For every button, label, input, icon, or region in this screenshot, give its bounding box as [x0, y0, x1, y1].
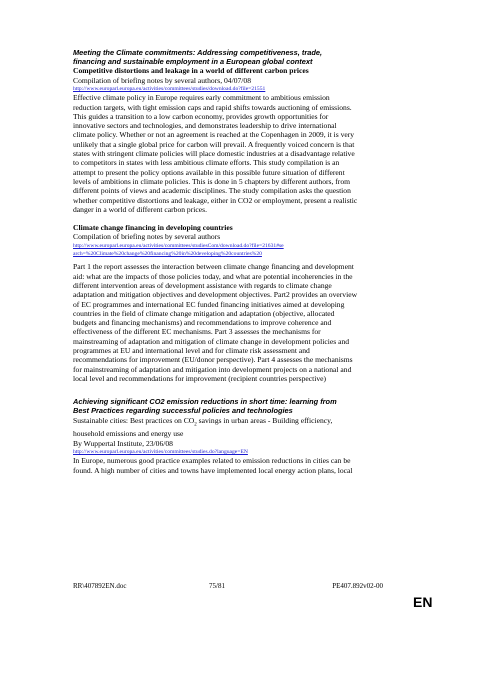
body-line: for mainstreaming of adaptation and mitigation into development projects on a national and	[73, 364, 352, 374]
section-heading	[73, 397, 383, 415]
item-body	[73, 456, 383, 475]
body-line: Effective climate policy in Europe requires early commitment to ambitious emission	[73, 93, 330, 103]
body-line: unlikely that a single global price for carbon will prevail. A frequently voiced concern is that	[73, 139, 355, 149]
footer-page-number: 75/81	[209, 582, 225, 590]
item-byline: Compilation of briefing notes by several authors, 04/07/08	[73, 75, 252, 85]
section-heading-line: financing and sustainable employment in a European global context	[73, 57, 313, 67]
document-page	[73, 48, 383, 475]
body-line: This guides a transition to a low carbon economy, provides growth opportunities for	[73, 111, 329, 121]
study-link[interactable]: http://www.europarl.europa.eu/activities/committees/studies/download.do?file=21551	[73, 86, 266, 92]
body-line: states with stringent climate policies will place domestic industries at a disadvantage relative	[73, 149, 355, 159]
body-line: In Europe, numerous good practice examples related to emission reductions in cities can be	[73, 456, 351, 466]
item-title: Climate change financing in developing countries	[73, 223, 233, 233]
body-line: different intervention areas of development assistance with regards to climate change	[73, 280, 332, 290]
body-line: danger in a world of different carbon prices.	[73, 204, 207, 214]
item-body	[73, 93, 383, 214]
study-link[interactable]: http://www.europarl.europa.eu/activities/committees/studies.do?language=EN	[73, 449, 248, 456]
footer-pe-ref: PE407.892v02-00	[332, 582, 383, 590]
body-line: local level and recommendations for improvement (recipient countries perspective)	[73, 373, 327, 383]
body-line: mainstreaming of adaptation and mitigation of climate change in development policies and	[73, 336, 350, 346]
body-line: climate policy. Whether or not an agreement is reached at the Copenhagen in 2009, it is very	[73, 130, 355, 140]
study-link[interactable]	[73, 242, 383, 259]
section-heading	[73, 48, 383, 66]
body-line: aid: what are the impacts of those policies today, and what are potential incoherencies in the	[73, 271, 353, 281]
section-heading-line: Achieving significant CO2 emission reductions in short time: learning from	[73, 397, 337, 407]
section-heading-line: Meeting the Climate commitments: Addressing competitiveness, trade,	[73, 48, 323, 57]
study-link-line[interactable]: http://www.europarl.europa.eu/activities/committees/studiesCom/download.do?file=21631#se	[73, 242, 284, 249]
item-title-part: Sustainable cities: Best practices on CO	[73, 415, 195, 425]
body-line: reduction targets, with tight emission caps and rapid shifts towards auctioning of emissions.	[73, 102, 352, 112]
body-line: attempt to present the policy options available in this possible future situation of different	[73, 167, 345, 177]
item-byline: By Wuppertal Institute, 23/06/08	[73, 438, 173, 448]
item-title	[73, 416, 383, 430]
body-line: Part 1 the report assesses the interaction between climate change financing and development	[73, 262, 354, 272]
body-line: whether competitive distortions and leakage, either in CO2 or employment, present a realistic	[73, 195, 358, 205]
item-title-continued: household emissions and energy use	[73, 429, 184, 439]
body-line: different points of views and academic disciplines. The study compilation asks the question	[73, 186, 351, 196]
footer-doc-ref: RR\407892EN.doc	[73, 582, 127, 590]
item-body	[73, 262, 383, 383]
body-line: to competitors in states with less ambitious climate efforts. This study compilation is an	[73, 158, 340, 168]
body-line: effectiveness of the different EC mechanisms. Part 3 assesses the mechanisms for	[73, 327, 321, 337]
language-code: EN	[413, 594, 433, 610]
item-title-subscript: 2	[194, 422, 197, 428]
body-line: budgets and financing mechanisms) and recommendations to improve coherence and	[73, 318, 332, 328]
body-line: innovative sectors and technologies, and demonstrates leadership to drive international	[73, 121, 337, 131]
study-link-line[interactable]: arch=%20Climate%20change%20financing%20in%20developing%20countries%20	[73, 251, 262, 258]
body-line: of EC programmes and international EC funded financing initiatives aimed at developing	[73, 299, 345, 309]
body-line: levels of ambitions in climate policies. This is done in 5 chapters by different authors, from	[73, 176, 351, 186]
section-heading-line: Best Practices regarding successful policies and technologies	[73, 406, 293, 416]
item-title: Competitive distortions and leakage in a world of different carbon prices	[73, 66, 309, 76]
item-title-part: savings in urban areas - Building efficiency,	[196, 415, 333, 425]
body-line: countries in the field of climate change mitigation and adaptation (objective, allocated	[73, 308, 335, 318]
item-byline: Compilation of briefing notes by several authors	[73, 232, 221, 242]
body-line: recommendations for improvement (EU/donor perspective). Part 4 assesses the mechanisms	[73, 355, 353, 365]
body-line: adaptation and mitigation objectives and development objectives. Part2 provides an overview	[73, 290, 358, 300]
body-line: programmes at EU and international level and for climate risk assessment and	[73, 346, 310, 356]
body-line: found. A high number of cities and towns have implemented local energy action plans, local	[73, 465, 353, 475]
